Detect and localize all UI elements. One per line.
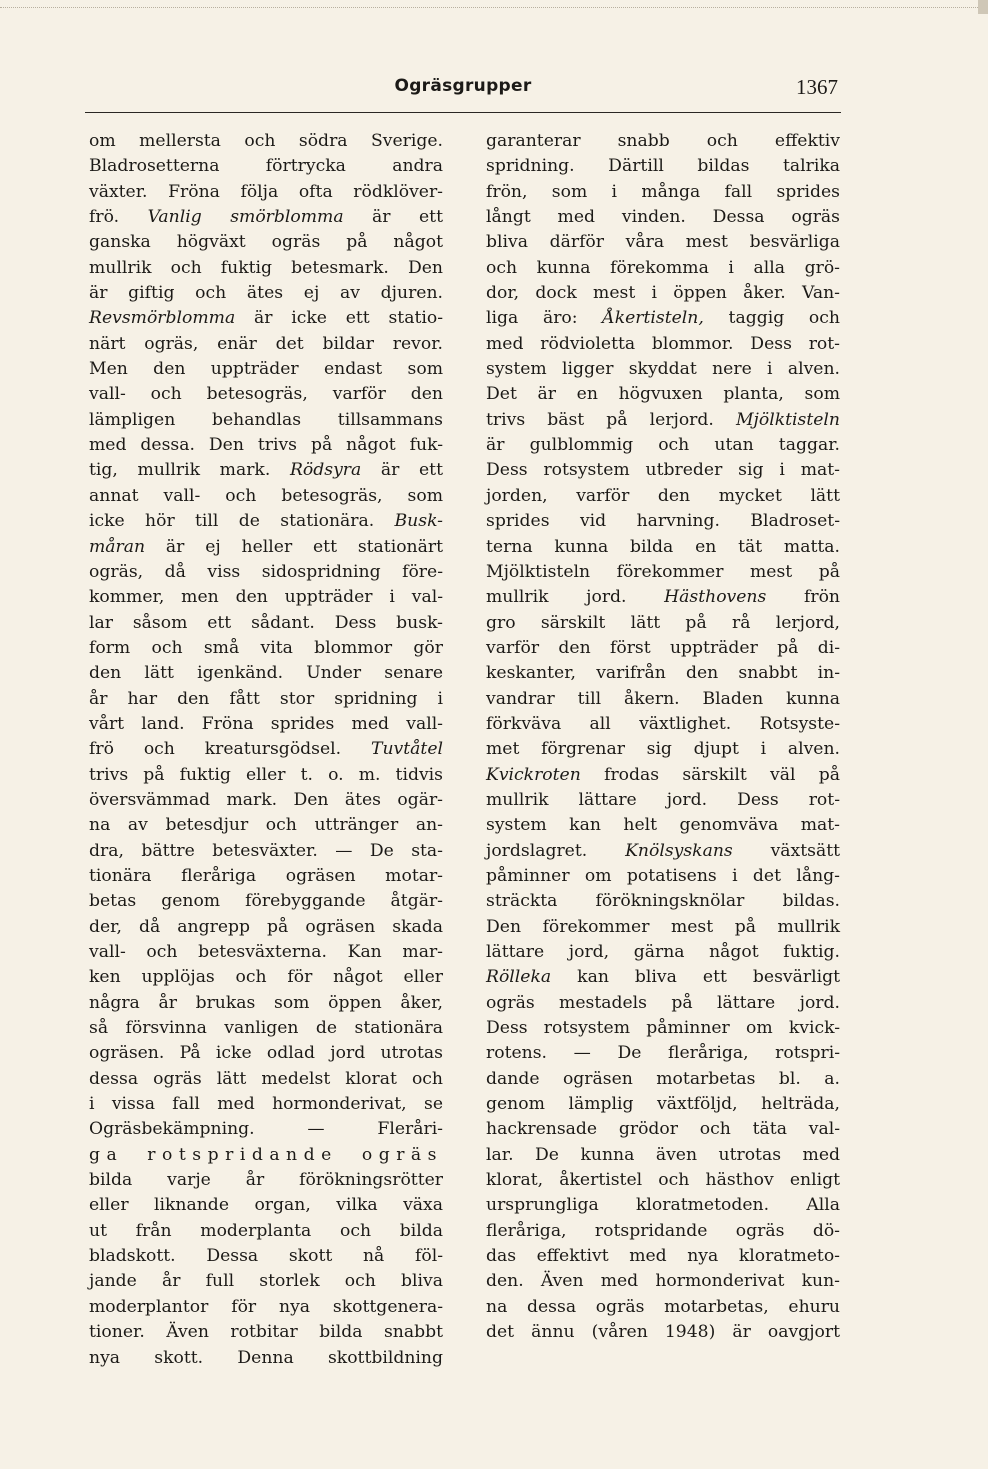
text-line: na av betesdjur och uttränger an- <box>89 815 443 836</box>
text-line: terna kunna bilda en tät matta. <box>486 536 840 557</box>
text-line: närt ogräs, enär det bildar revor. <box>89 333 443 354</box>
text-line: Men den uppträder endast som <box>89 359 443 380</box>
text-line: Revsmörblomma är icke ett statio- <box>89 308 443 329</box>
text-line: genom lämplig växtföljd, helträda, <box>486 1094 840 1115</box>
text-line: system ligger skyddat nere i alven. <box>486 359 840 380</box>
text-line: ken upplöjas och för något eller <box>89 967 443 988</box>
text-line: några år brukas som öppen åker, <box>89 992 443 1013</box>
text-line: vandrar till åkern. Bladen kunna <box>486 688 840 709</box>
text-line: mullrik lättare jord. Dess rot- <box>486 789 840 810</box>
text-line: spridning. Därtill bildas talrika <box>486 156 840 177</box>
text-line: det ännu (våren 1948) är oavgjort <box>486 1322 840 1343</box>
text-line: är gulblommig och utan taggar. <box>486 435 840 456</box>
text-line: system kan helt genomväva mat- <box>486 815 840 836</box>
text-line: mullrik jord. Hästhovens frön <box>486 587 840 608</box>
text-line: met förgrenar sig djupt i alven. <box>486 739 840 760</box>
text-line: gro särskilt lätt på rå lerjord, <box>486 612 840 633</box>
text-line: tioner. Även rotbitar bilda snabbt <box>89 1322 443 1343</box>
text-line: mullrik och fuktig betesmark. Den <box>89 257 443 278</box>
text-line: långt med vinden. Dessa ogräs <box>486 207 840 228</box>
text-line: frö och kreatursgödsel. Tuvtåtel <box>89 739 443 760</box>
text-line: kommer, men den uppträder i val- <box>89 587 443 608</box>
text-line: ga rotspridande ogräs <box>89 1144 443 1165</box>
text-line: sträckta förökningsknölar bildas. <box>486 891 840 912</box>
text-line: dra, bättre betesväxter. — De sta- <box>89 840 443 861</box>
text-line: frön, som i många fall sprides <box>486 181 840 202</box>
page-number: 1367 <box>796 75 838 99</box>
right-column <box>486 129 840 1346</box>
text-line: Kvickroten frodas särskilt väl på <box>486 764 840 785</box>
text-line: lar. De kunna även utrotas med <box>486 1144 840 1165</box>
text-line: ursprungliga kloratmetoden. Alla <box>486 1195 840 1216</box>
text-line: lättare jord, gärna något fuktig. <box>486 942 840 962</box>
text-line: ogräs, då viss sidospridning före- <box>89 561 443 582</box>
text-line: garanterar snabb och effektiv <box>486 131 840 151</box>
text-line: bilda varje år förökningsrötter <box>89 1170 443 1191</box>
text-line: den. Även med hormonderivat kun- <box>486 1271 840 1292</box>
text-line: der, då angrepp på ogräsen skada <box>89 916 443 937</box>
text-line: annat vall- och betesogräs, som <box>89 485 443 506</box>
header-rule <box>85 112 841 113</box>
text-line: vårt land. Fröna sprides med vall- <box>89 713 443 734</box>
text-line: Ogräsbekämpning. — Flerårі- <box>89 1119 443 1140</box>
text-line: varför den först uppträder på di- <box>486 637 840 658</box>
text-line: vall- och betesogräs, varför den <box>89 384 443 405</box>
text-line: jordslagret. Knölsyskans växtsätt <box>486 840 841 861</box>
text-line: ganska högväxt ogräs på något <box>89 232 443 253</box>
text-line: keskanter, varifrån den snabbt in- <box>486 663 840 684</box>
text-line: rotens. — De fleråriga, rotspri- <box>486 1043 840 1064</box>
text-line: förkväva all växtlighet. Rotsyste- <box>486 713 840 734</box>
text-line: Dess rotsystem utbreder sig i mat- <box>486 460 840 481</box>
text-line: dor, dock mest i öppen åker. Van- <box>486 283 840 304</box>
text-line: tig, mullrik mark. Rödsyra är ett <box>89 460 443 481</box>
text-line: Rölleka kan bliva ett besvärligt <box>486 967 840 988</box>
page-header <box>85 76 841 104</box>
text-line: frö. Vanlig smörblomma är ett <box>89 207 443 228</box>
text-line: påminner om potatisens i det lång- <box>486 865 840 886</box>
text-line: jande år full storlek och bliva <box>89 1271 443 1292</box>
text-line: Bladrosetterna förtrycka andra <box>89 156 443 177</box>
text-line: dande ogräsen motarbetas bl. a. <box>486 1068 840 1089</box>
text-line: form och små vita blommor gör <box>89 637 443 658</box>
text-line: i vissa fall med hormonderivat, se <box>89 1094 443 1115</box>
text-line: den lätt igenkänd. Under senare <box>89 663 443 684</box>
text-line: na dessa ogräs motarbetas, ehuru <box>486 1296 840 1317</box>
text-line: växter. Fröna följa ofta rödklöver- <box>89 181 443 202</box>
text-line: dessa ogräs lätt medelst klorat och <box>89 1068 443 1089</box>
text-line: så försvinna vanligen de stationära <box>89 1018 443 1039</box>
text-line: översvämmad mark. Den ätes ogär- <box>89 789 443 810</box>
text-line: lämpligen behandlas tillsammans <box>89 409 443 430</box>
text-line: hackrensade grödor och täta val- <box>486 1119 840 1140</box>
text-line: sprides vid harvning. Bladroset- <box>486 511 840 532</box>
text-line: trivs på fuktig eller t. o. m. tidvis <box>89 764 443 785</box>
text-line: icke hör till de stationära. Busk- <box>89 511 443 532</box>
left-column <box>89 129 443 1371</box>
text-line: Det är en högvuxen planta, som <box>486 384 840 405</box>
running-title: Ogräsgrupper <box>394 76 532 96</box>
scan-corner-mark <box>978 0 988 14</box>
text-line: nya skott. Denna skottbildning <box>89 1347 443 1368</box>
text-line: måran är ej heller ett stationärt <box>89 536 443 557</box>
text-line: bliva därför våra mest besvärliga <box>486 232 840 253</box>
text-line: år har den fått stor spridning i <box>89 688 443 709</box>
text-line: trivs bäst på lerjord. Mjölktisteln <box>486 409 840 430</box>
text-line: ogräsen. På icke odlad jord utrotas <box>89 1043 443 1064</box>
text-line: ut från moderplanta och bilda <box>89 1220 443 1241</box>
text-line: liga äro: Åkertisteln, taggig och <box>486 308 840 329</box>
text-line: är giftig och ätes ej av djuren. <box>89 283 443 304</box>
text-line: ogräs mestadels på lättare jord. <box>486 992 840 1013</box>
text-line: das effektivt med nya kloratmeto- <box>486 1246 840 1267</box>
text-line: bladskott. Dessa skott nå föl- <box>89 1246 443 1267</box>
text-line: med dessa. Den trivs på något fuk- <box>89 435 443 456</box>
text-line: lar såsom ett sådant. Dess busk- <box>89 612 443 633</box>
text-line: vall- och betesväxterna. Kan mar- <box>89 942 443 962</box>
text-line: tionära fleråriga ogräsen motar- <box>89 865 443 886</box>
text-line: fleråriga, rotspridande ogräs dö- <box>486 1220 840 1241</box>
text-line: med rödvioletta blommor. Dess rot- <box>486 333 840 354</box>
text-line: jorden, varför den mycket lätt <box>486 485 840 506</box>
text-line: Mjölktisteln förekommer mest på <box>486 561 840 582</box>
text-line: moderplantor för nya skottgenera- <box>89 1296 443 1317</box>
text-line: betas genom förebyggande åtgär- <box>89 891 443 912</box>
text-line: Den förekommer mest på mullrik <box>486 916 840 937</box>
scan-edge-line <box>0 7 988 9</box>
text-line: Dess rotsystem påminner om kvick- <box>486 1018 840 1039</box>
text-line: eller liknande organ, vilka växa <box>89 1195 443 1216</box>
text-line: och kunna förekomma i alla grö- <box>486 257 840 278</box>
text-line: om mellersta och södra Sverige. <box>89 131 443 151</box>
text-line: klorat, åkertistel och hästhov enligt <box>486 1170 840 1191</box>
